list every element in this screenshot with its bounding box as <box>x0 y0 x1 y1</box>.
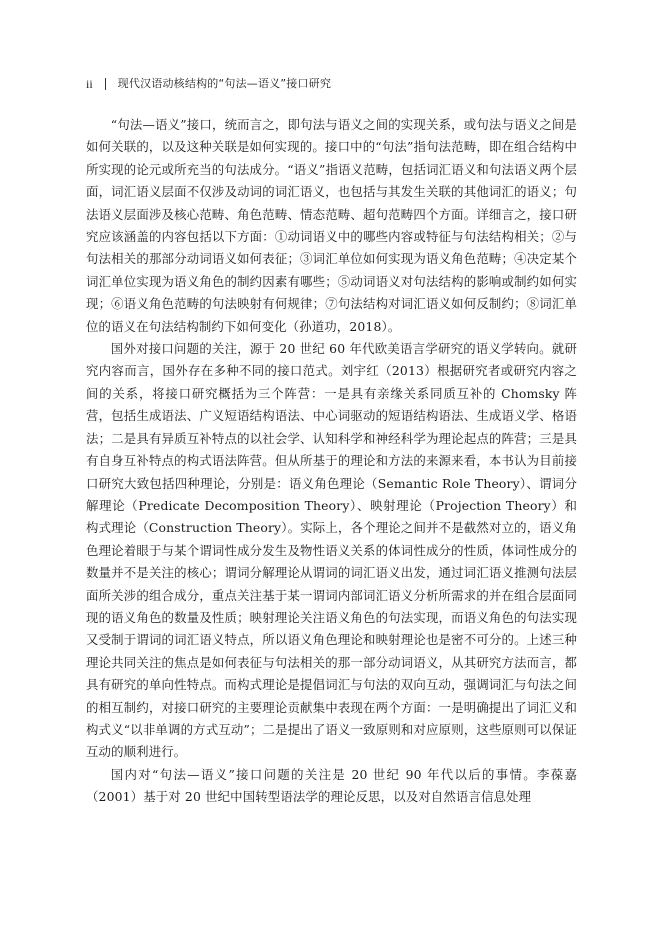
paragraph-3: 国内对“句法—语义”接口问题的关注是 20 世纪 90 年代以后的事情。李葆嘉（2001）基于对 20 世纪中国转型语法学的理论反思，以及对自然语言信息处理 <box>86 766 577 805</box>
paragraph-1: “句法—语义”接口，统而言之，即句法与语义之间的实现关系，或句法与语义之间是如何关联的，以及这种关联是如何实现的。接口中的“句法”指句法范畴，即在组合结构中所实现的论元或所充当的句法成分。“语义”指语义范畴，包括词汇语义和句法语义两个层面，词汇语义层面不仅涉及动词的词汇语义，也包括与其发生关联的其他词汇的语义；句法语义层面涉及核心范畴、角色范畴、情态范畴、超句范畴四个方面。详细言之，接口研究应该涵盖的内容包括以下方面：①动词语义中的哪些内容或特征与句法结构相关；②与句法相关的那部分动词语义如何表征；③词汇单位如何实现为语义角色范畴；④决定某个词汇单位实现为语义角色的制约因素有哪些；⑤动词语义对句法结构的影响或制约如何实现；⑥语义角色范畴的句法映射有何规律；⑦句法结构对词汇语义如何反制约；⑧词汇单位的语义在句法结构制约下如何变化（孙道功，2018）。 <box>86 117 577 334</box>
page-number: ii <box>86 77 93 91</box>
header-divider <box>105 78 106 90</box>
paragraph-2: 国外对接口问题的关注，源于 20 世纪 60 年代欧美语言学研究的语义学转向。就研究内容而言，国外存在多种不同的接口范式。刘宇红（2013）根据研究者或研究内容之间的关系，将接口研究概括为三个阵营：一是具有亲缘关系同质互补的 Chomsky 阵营，包括生成语法、广义短语结构语法、中心词驱动的短语结构语法、生成语义学、格语法；二是具有异质互补特点的以社会学、认知科学和神经科学为理论起点的阵营；三是具有自身互补特点的构式语法阵营。但从所基于的理论和方法的来源来看，本书认为目前接口研究大致包括四种理论，分别是：语义角色理论（Semantic Role Theory）、谓词分解理论（Predicate Decomposition Theory）、映射理论（Projection Theory）和构式理论（Construction Theory）。实际上，各个理论之间并不是截然对立的，语义角色理论着眼于与某个谓词性成分发生及物性语义关系的体词性成分的性质，体词性成分的数量并不是关注的核心；谓词分解理论从谓词的词汇语义出发，通过词汇语义推测句法层面所关涉的组合成分，重点关注基于某一谓词内部词汇语义分析所需求的并在组合层面同现的语义角色的数量及性质；映射理论关注语义角色的句法实现，而语义角色的句法实现又受制于谓词的词汇语义特点，所以语义角色理论和映射理论也是密不可分的。上述三种理论共同关注的焦点是如何表征与句法相关的那一部分动词语义，从其研究方法而言，都具有研究的单向性特点。而构式理论是提倡词汇与句法的双向互动，强调词汇与句法之间的相互制约，对接口研究的主要理论贡献集中表现在两个方面：一是明确提出了词汇义和构式义“以非单调的方式互动”；二是提出了语义一致原则和对应原则，这些原则可以保证互动的顺利进行。 <box>86 341 577 760</box>
running-head <box>86 77 575 91</box>
body-text <box>86 114 577 809</box>
book-title: 现代汉语动核结构的“句法—语义”接口研究 <box>117 77 332 90</box>
